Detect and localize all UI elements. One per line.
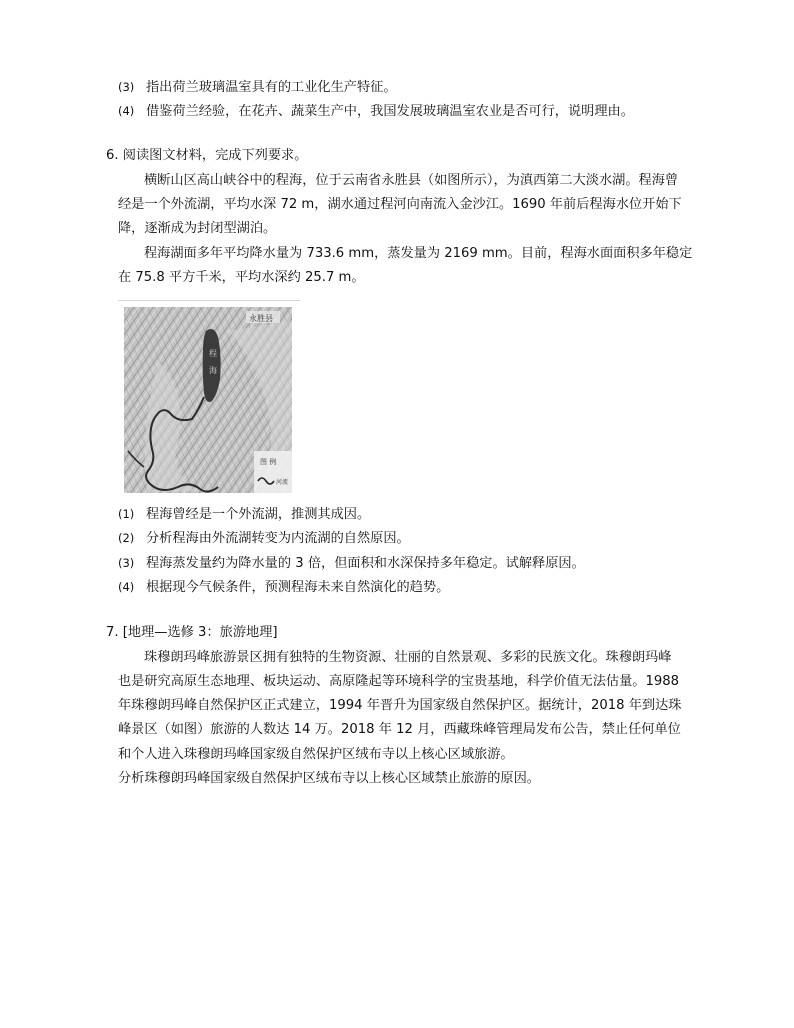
town-label: 永胜县 [249,314,273,323]
q6-item-1 [118,504,370,525]
q6-para1-line: 降，逐渐成为封闭型湖泊。 [118,221,277,236]
q7-para-line: 也是研究高原生态地理、板块运动、高原隆起等环境科学的宝贵基地，科学价值无法估量。1988 [118,674,680,689]
item-text: 借鉴荷兰经验，在花卉、蔬菜生产中，我国发展玻璃温室农业是否可行，说明理由。 [146,104,634,119]
q6-item-4 [118,577,449,598]
q7-task: 分析珠穆朗玛峰国家级自然保护区绒布寺以上核心区域禁止旅游的原因。 [118,771,540,786]
item-text: 程海曾经是一个外流湖，推测其成因。 [146,507,371,522]
lake-label-lower: 海 [209,366,217,375]
terrain-map-image [118,301,300,499]
item-number: (4) [118,580,135,594]
q6-heading: 6. 阅读图文材料，完成下列要求。 [106,148,308,163]
q6-item-2 [118,528,410,549]
chenghai-map [118,300,300,499]
q6-para1-line: 横断山区高山峡谷中的程海，位于云南省永胜县（如图所示），为滇西第二大淡水湖。程海曾 [144,173,679,188]
q5-item-4 [118,101,634,122]
q6-para1-line: 经是一个外流湖，平均水深 72 m，湖水通过程河向南流入金沙江。1690 年前后程海水位开始下 [118,197,682,212]
q7-para-line: 珠穆朗玛峰旅游景区拥有独特的生物资源、壮丽的自然景观、多彩的民族文化。珠穆朗玛峰 [144,650,672,665]
item-text: 根据现今气候条件，预测程海未来自然演化的趋势。 [146,580,450,595]
q7-para-line: 年珠穆朗玛峰自然保护区正式建立，1994 年晋升为国家级自然保护区。据统计，2018 年到达珠 [118,698,682,713]
q7-para-line: 和个人进入珠穆朗玛峰国家级自然保护区绒布寺以上核心区域旅游。 [118,747,514,762]
q7-heading: 7. [地理—选修 3：旅游地理] [106,625,278,640]
q5-item-3 [118,77,397,98]
item-number: (1) [118,507,135,521]
item-text: 指出荷兰玻璃温室具有的工业化生产特征。 [146,80,397,95]
item-number: (2) [118,531,135,545]
legend-title: 图 例 [260,458,277,466]
q7-para-line: 峰景区（如图）旅游的人数达 14 万。2018 年 12 月，西藏珠峰管理局发布公告，禁止任何单位 [118,722,681,737]
lake-label-upper: 程 [209,349,217,358]
item-number: (4) [118,104,135,118]
item-text: 分析程海由外流湖转变为内流湖的自然原因。 [146,531,410,546]
item-text: 程海蒸发量约为降水量的 3 倍，但面积和水深保持多年稳定。试解释原因。 [146,556,585,571]
q6-item-3 [118,553,585,574]
q6-para2-line: 在 75.8 平方千米，平均水深约 25.7 m。 [118,270,365,285]
item-number: (3) [118,80,135,94]
item-number: (3) [118,556,135,570]
legend-river-label: 河流 [276,479,289,486]
q6-para2-line: 程海湖面多年平均降水量为 733.6 mm，蒸发量为 2169 mm。目前，程海水面面积多年稳定 [144,246,693,261]
